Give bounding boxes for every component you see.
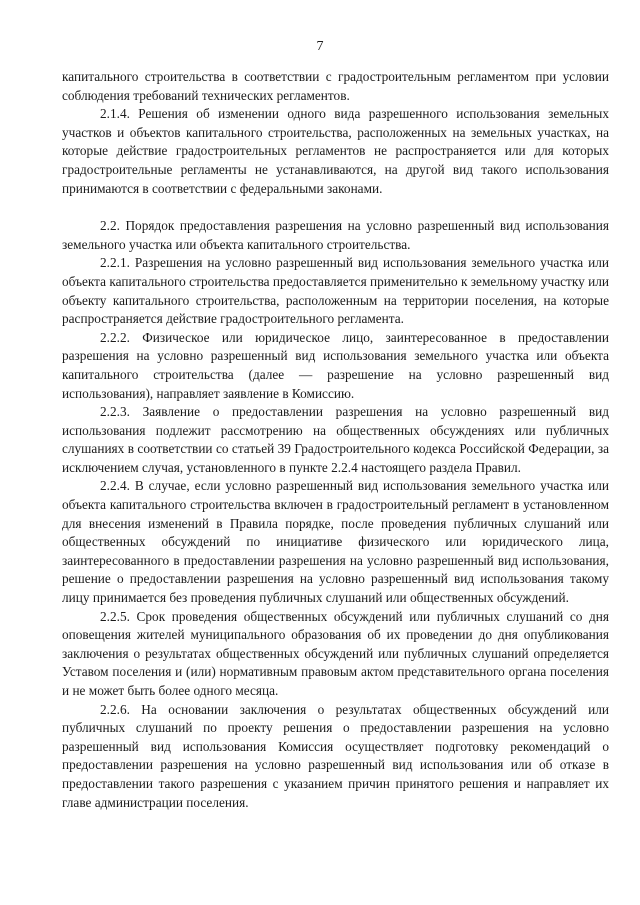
paragraph-2-1-4: 2.1.4. Решения об изменении одного вида разрешенного использования земельных участков и объектов капитального строительства, расположенных на земельных участках, на которые действие градостроительных регламентов не распространяется или для которых градостроительные регламенты не устанавливаются, на другой вид такого использования принимаются в соответствии с федеральными законами. xyxy=(62,106,609,196)
paragraph-2-2-4: 2.2.4. В случае, если условно разрешенный вид использования земельного участка или объекта капитального строительства включен в градостроительный регламент в установленном для внесения изменений в Правила порядке, после проведения публичных слушаний или общественных обсуждений по инициативе физического или юридического лица, заинтересованного в предоставлении разрешения на условно разрешенный вид использования, решение о предоставлении разрешения на условно разрешенный вид использования такому лицу принимается без проведения публичных слушаний или общественных обсуждений. xyxy=(62,478,609,606)
page-number: 7 xyxy=(316,39,324,54)
paragraph-2-2: 2.2. Порядок предоставления разрешения на условно разрешенный вид использования земельного участка или объекта капитального строительства. xyxy=(62,218,609,252)
paragraph-2-2-3: 2.2.3. Заявление о предоставлении разрешения на условно разрешенный вид использования подлежит рассмотрению на общественных обсуждениях или публичных слушаниях в соответствии со статьей 39 Градостроительного кодекса Российской Федерации, за исключением случая, установленного в пункте 2.2.4 настоящего раздела Правил. xyxy=(62,404,609,475)
paragraph-spacer xyxy=(62,198,609,217)
paragraph-2-2-1: 2.2.1. Разрешения на условно разрешенный вид использования земельного участка или объекта капитального строительства предоставляется применительно к земельному участку или объекту капитального строительства, расположенным на территории поселения, на которые распространяется действие градостроительного регламента. xyxy=(62,255,609,327)
paragraph-2-2-6: 2.2.6. На основании заключения о результатах общественных обсуждений или публичных слушаний по проекту решения о предоставлении разрешения на условно разрешенный вид использования Комиссия осуществляет подготовку рекомендаций о предоставлении разрешения на условно разрешенный вид использования или об отказе в предоставлении такого разрешения с указанием причин принятого решения и направляет их главе администрации поселения. xyxy=(62,701,609,810)
paragraph-2-2-5: 2.2.5. Срок проведения общественных обсуждений или публичных слушаний со дня оповещения жителей муниципального образования об их проведении до дня опубликования заключения о результатах общественных обсуждений или публичных слушаний определяется Уставом поселения и (или) нормативным правовым актом представительного органа поселения и не может быть более одного месяца. xyxy=(62,608,609,698)
document-body xyxy=(62,68,609,812)
paragraph-2-2-2: 2.2.2. Физическое или юридическое лицо, заинтересованное в предоставлении разрешения на условно разрешенный вид использования земельного участка или объекта капитального строительства (далее — разрешение на условно разрешенный вид использования), направляет заявление в Комиссию. xyxy=(62,329,609,401)
paragraph-continuation: капитального строительства в соответствии с градостроительным регламентом при условии соблюдения требований технических регламентов. xyxy=(62,69,609,103)
